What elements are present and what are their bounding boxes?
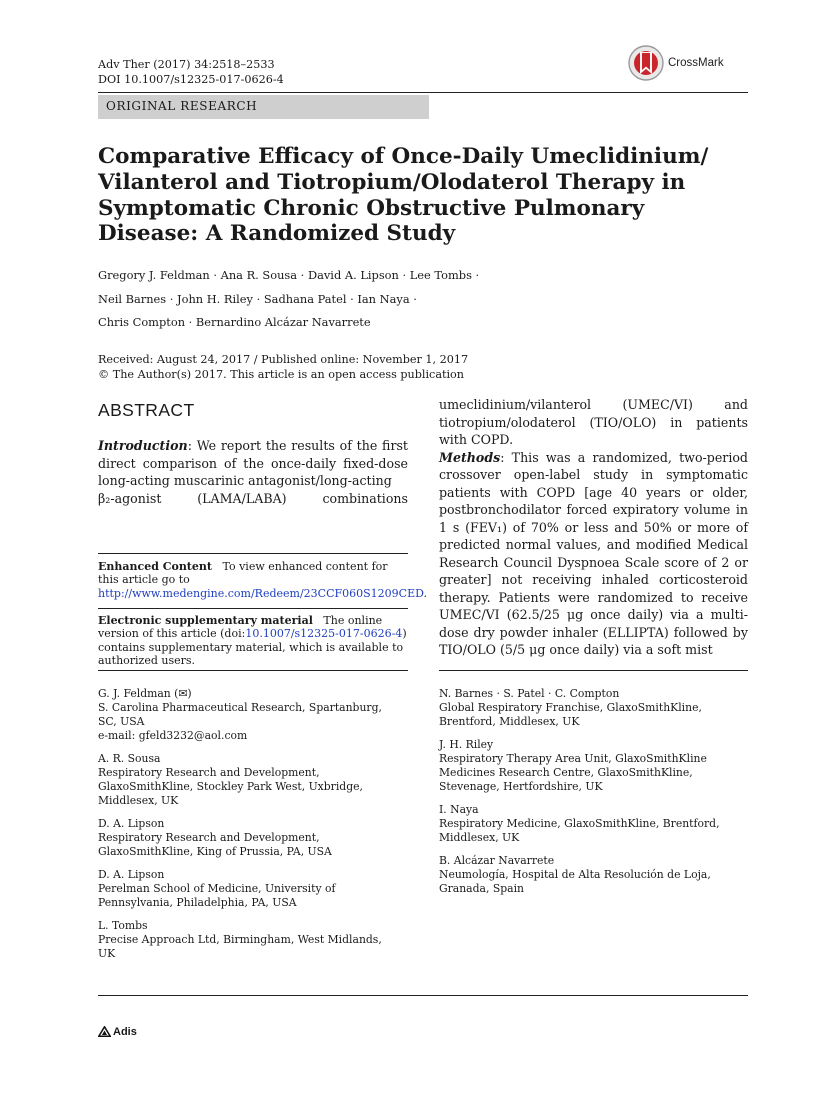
abstract-heading: ABSTRACT [98,400,195,420]
crossmark-icon [628,44,664,82]
author[interactable]: Ian Naya [357,291,410,306]
category-banner [98,95,429,119]
author[interactable]: Lee Tombs [409,268,472,282]
author-list [98,264,748,335]
enhanced-link[interactable]: http://www.medengine.com/Redeem/23CCF060S1209CED [98,586,424,600]
author[interactable]: David A. Lipson [307,268,399,282]
intro-text-right: umeclidinium/vilanterol (UMEC/VI) and tiotropium/olodaterol (TIO/OLO) in patients with COPD. [439,397,748,447]
affiliation [439,738,748,794]
abstract-intro-left [98,437,408,507]
affiliation-line: Medicines Research Centre, GlaxoSmithKline, [439,766,693,779]
author[interactable]: Gregory J. Feldman [98,268,210,282]
affiliation-name: I. Naya [439,803,479,816]
affiliation-name: A. R. Sousa [98,752,161,765]
affiliations-left [98,687,408,970]
affiliation-name: D. A. Lipson [98,817,165,830]
affiliation-line: GlaxoSmithKline, Stockley Park West, Uxbridge, [98,780,363,793]
affiliation-line: UK [98,947,116,960]
affiliation [98,919,408,961]
intro-label: Introduction [98,438,188,453]
affiliations-right [439,687,748,905]
enhanced-end: . [423,586,428,600]
methods-text: : This was a randomized, two-period crossover open-label study in symptomatic patients with COPD [age 40 years or older, postbronchodilator forced expiratory volume in 1 s (FEV₁) of 70% or less and 50% or more of predicted normal values, and modified Medical Research Council Dyspnoea Scale score of 2 or greater] not receiving inhaled corticosteroid therapy. Patients were randomized to receive UMEC/VI (62.5/25 μg once daily) via a multi-dose dry powder inhaler (ELLIPTA) followed by TIO/OLO (5/5 μg once daily) via a soft mist [439,449,748,657]
affiliation [439,854,748,896]
author[interactable]: Chris Compton [98,315,186,329]
crossmark-label: CrossMark [668,57,724,69]
esm-text-2: ) contains supplementary material, which is available to authorized users. [98,627,407,668]
esm-text-1: The online version of this article (doi: [98,614,383,641]
affiliation-name: J. H. Riley [439,738,494,751]
doi: DOI 10.1007/s12325-017-0626-4 [98,73,284,86]
author[interactable]: Ana R. Sousa [220,268,298,282]
affiliation [439,803,748,845]
affiliation-line: Respiratory Medicine, GlaxoSmithKline, Brentford, [439,817,720,830]
adis-icon [98,1026,111,1037]
affiliation-line: Brentford, Middlesex, UK [439,715,580,728]
category-label: ORIGINAL RESEARCH [106,99,258,113]
esm-link[interactable]: 10.1007/s12325-017-0626-4 [245,627,403,641]
notes-rule-mid [98,608,408,609]
crossmark-badge[interactable] [628,44,748,84]
author[interactable]: Neil Barnes [98,291,167,306]
affiliation-line: Middlesex, UK [439,831,520,844]
intro-text-left: : We report the results of the first direct comparison of the once-daily fixed-dose long-acting muscarinic antagonist/long-acting [98,438,408,488]
affiliation-line: Granada, Spain [439,882,524,895]
author[interactable]: Bernardino Alcázar Navarrete [195,315,371,329]
article-title: Comparative Efficacy of Once-Daily Umeclidinium/ Vilanterol and Tiotropium/Olodaterol Therapy in Symptomatic Chronic Obstructive Pulmonary Disease: A Randomized Study [98,144,709,247]
affiliation-line: Respiratory Therapy Area Unit, GlaxoSmithKline [439,752,707,765]
author-line-1: Gregory J. Feldman · Ana R. Sousa · David A. Lipson · Lee Tombs · [98,268,480,282]
affiliation-line: SC, USA [98,715,145,728]
enhanced-text: To view enhanced content for this article go to [98,560,388,587]
author[interactable]: Sadhana Patel [263,291,347,306]
affiliation-line: Pennsylvania, Philadelphia, PA, USA [98,896,297,909]
affiliation [439,687,748,729]
publisher-name: Adis [113,1026,137,1038]
affiliation [98,752,408,808]
affiliation-name: N. Barnes · S. Patel · C. Compton [439,687,620,700]
author-line-3: Chris Compton · Bernardino Alcázar Navarrete [98,315,371,329]
citation: Adv Ther (2017) 34:2518–2533 [98,58,275,71]
header-rule [98,92,748,93]
affiliation-line: GlaxoSmithKline, King of Prussia, PA, USA [98,845,332,858]
author-line-2: Neil Barnes · John H. Riley · Sadhana Patel · Ian Naya · [98,291,417,306]
enhanced-label: Enhanced Content [98,560,212,573]
affiliation-line: Stevenage, Hertfordshire, UK [439,780,603,793]
author-email[interactable]: e-mail: gfeld3232@aol.com [98,729,248,742]
affiliation-line: Respiratory Research and Development, [98,831,320,844]
affiliation-line: S. Carolina Pharmaceutical Research, Spartanburg, [98,701,382,714]
affiliation-line: Middlesex, UK [98,794,179,807]
affiliation [98,687,408,743]
esm-note [98,614,408,668]
affiliation-name: B. Alcázar Navarrete [439,854,555,867]
affiliation [98,868,408,910]
esm-label: Electronic supplementary material [98,614,313,627]
affiliation-line: Global Respiratory Franchise, GlaxoSmithKline, [439,701,702,714]
affiliation-line: Precise Approach Ltd, Birmingham, West Midlands, [98,933,382,946]
affiliation-line: Perelman School of Medicine, University of [98,882,336,895]
abstract-right-column [439,396,748,659]
affiliation-name: D. A. Lipson [98,868,165,881]
methods-label: Methods [439,449,501,465]
publisher-logo [98,1026,137,1038]
intro-text-left-last: β₂-agonist (LAMA/LABA) combinations [98,490,408,506]
notes-rule-top [98,553,408,554]
affiliation-line: Respiratory Research and Development, [98,766,320,779]
author[interactable]: John H. Riley [177,291,253,306]
journal-header [98,57,284,87]
publication-dates [98,353,468,382]
affiliation-line: Neumología, Hospital de Alta Resolución de Loja, [439,868,711,881]
received-date: Received: August 24, 2017 / Published online: November 1, 2017 [98,353,469,366]
right-col-rule [439,670,748,671]
affiliation [98,817,408,859]
enhanced-content-note [98,560,428,600]
notes-rule-bottom [98,670,408,671]
affiliation-name: L. Tombs [98,919,148,932]
copyright: © The Author(s) 2017. This article is an open access publication [98,367,465,381]
footer-rule [98,995,748,996]
affiliation-name: G. J. Feldman (✉) [98,687,192,700]
